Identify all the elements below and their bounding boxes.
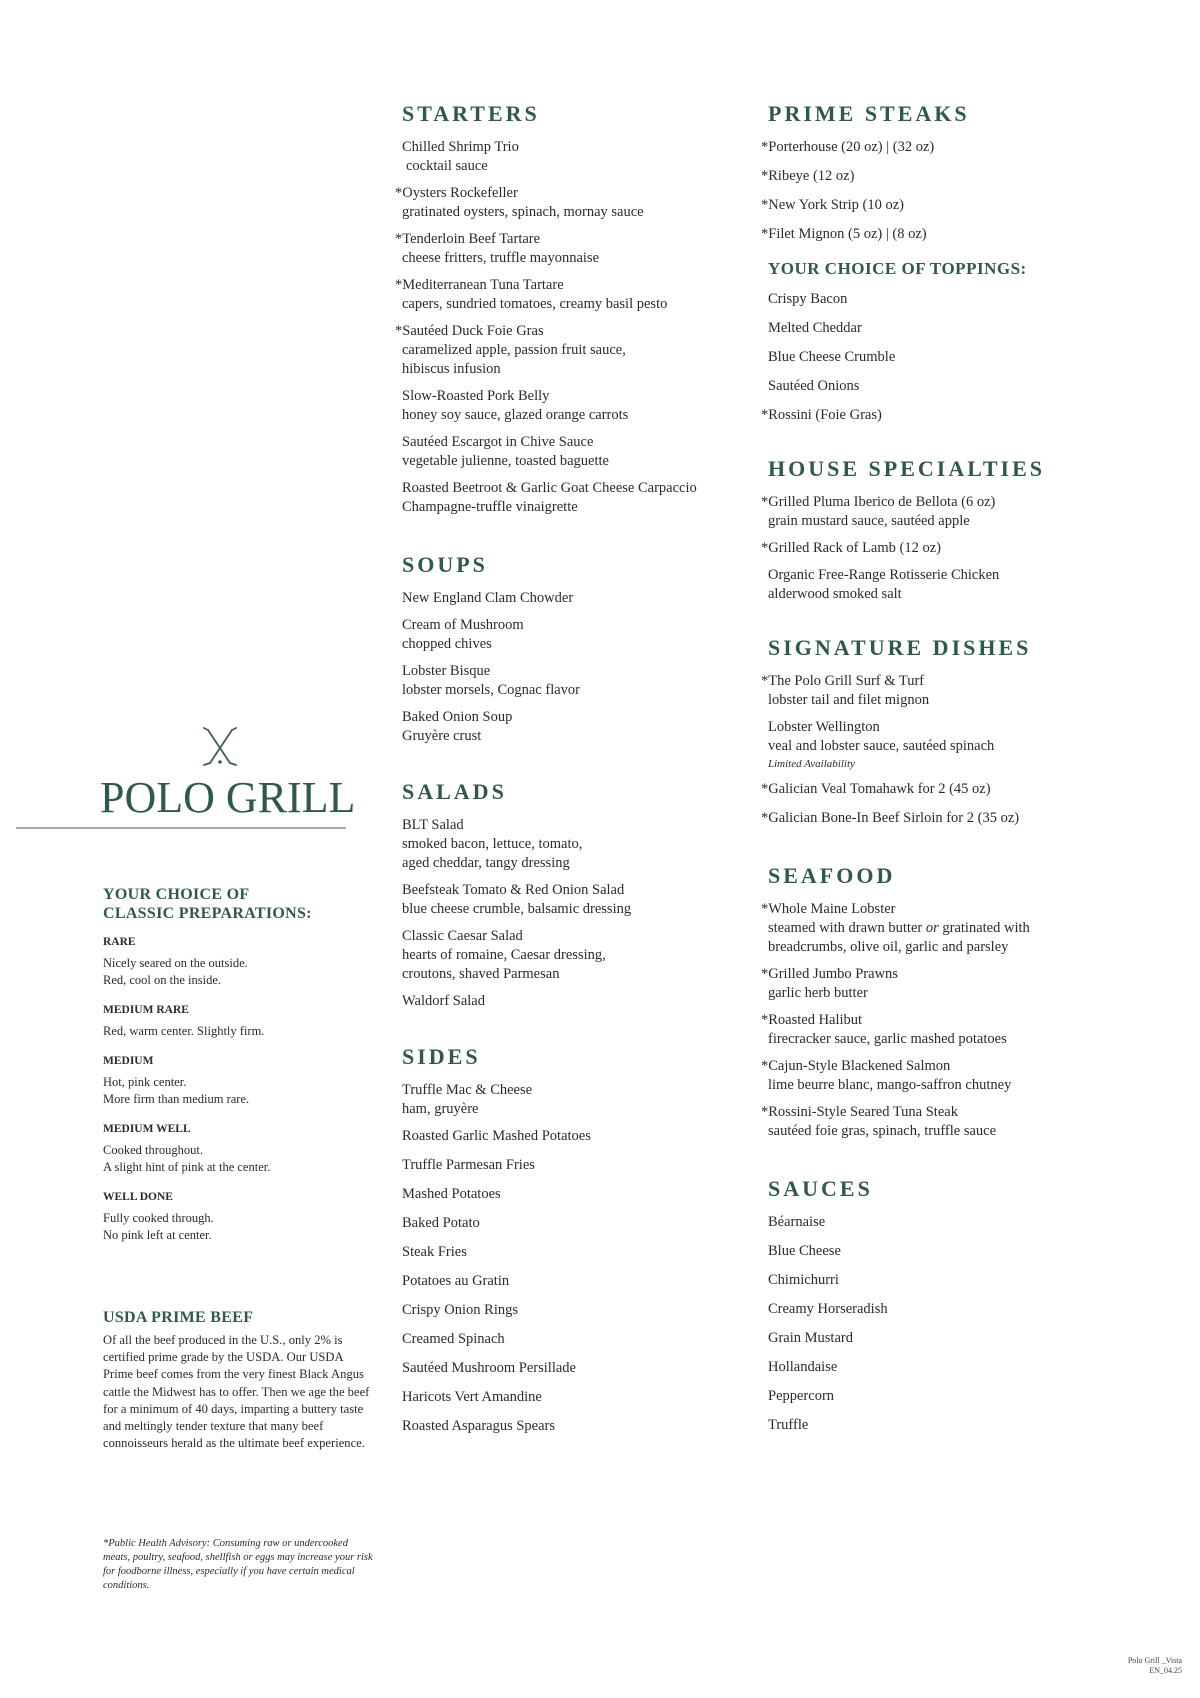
divider	[16, 827, 346, 829]
brand-name: POLO GRILL	[100, 773, 356, 822]
menu-item: Organic Free-Range Rotisserie Chicken alderwood smoked salt	[768, 567, 1000, 602]
prep-rare: RARE Nicely seared on the outside. Red, cool on the inside.	[103, 936, 248, 987]
menu-item: *Galician Bone-In Beef Sirloin for 2 (35 oz)	[761, 810, 1020, 826]
menu-item: Sautéed Escargot in Chive Sauce vegetable julienne, toasted baguette	[402, 434, 609, 469]
topping-item: Melted Cheddar	[768, 320, 862, 336]
prep-well-done: WELL DONE Fully cooked through. No pink left at center.	[103, 1191, 214, 1242]
menu-item: Waldorf Salad	[402, 993, 485, 1009]
footer-code: Polo Grill _Vista EN_04.25	[1127, 1656, 1182, 1675]
prep-medium: MEDIUM Hot, pink center. More firm than medium rare.	[103, 1055, 250, 1106]
topping-item: Blue Cheese Crumble	[768, 349, 896, 365]
usda-title: USDA PRIME BEEF	[103, 1309, 254, 1326]
section-title: SAUCES	[768, 1176, 873, 1201]
section-title: STARTERS	[402, 101, 540, 126]
section-title: PRIME STEAKS	[768, 101, 970, 126]
limited-availability-note: Limited Availability	[768, 758, 855, 770]
section-prime-steaks	[761, 100, 1108, 425]
prep-medium-rare: MEDIUM RARE Red, warm center. Slightly firm.	[103, 1004, 265, 1038]
usda-section	[103, 1308, 373, 1452]
menu-item: *Rossini-Style Seared Tuna Steak sautéed foie gras, spinach, truffle sauce	[761, 1104, 997, 1139]
toppings-title: YOUR CHOICE OF TOPPINGS:	[768, 259, 1027, 278]
prep-medium-well: MEDIUM WELL Cooked throughout. A slight hint of pink at the center.	[103, 1123, 271, 1174]
sauce-item: Hollandaise	[768, 1359, 838, 1375]
menu-item: *Sautéed Duck Foie Gras caramelized apple, passion fruit sauce, hibiscus infusion	[395, 323, 626, 377]
preparations-section	[103, 885, 363, 1244]
menu-item: *Galician Veal Tomahawk for 2 (45 oz)	[761, 781, 991, 797]
section-starters	[395, 100, 732, 517]
sauce-item: Truffle	[768, 1417, 809, 1433]
menu-item: *Whole Maine Lobster steamed with drawn butter or gratinated with breadcrumbs, olive oil, garlic and parsley	[761, 901, 1030, 955]
topping-item: Crispy Bacon	[768, 291, 848, 307]
topping-item: Sautéed Onions	[768, 378, 860, 394]
section-title: SIDES	[402, 1044, 481, 1069]
menu-column-middle	[395, 100, 732, 1462]
menu-item: Roasted Beetroot & Garlic Goat Cheese Carpaccio Champagne-truffle vinaigrette	[402, 480, 697, 515]
menu-item: Truffle Parmesan Fries	[402, 1157, 535, 1173]
menu-item: *Tenderloin Beef Tartare cheese fritters, truffle mayonnaise	[395, 231, 600, 266]
menu-item: Sautéed Mushroom Persillade	[402, 1360, 576, 1376]
section-title: SOUPS	[402, 552, 488, 577]
sauce-item: Chimichurri	[768, 1272, 839, 1288]
menu-item: *Roasted Halibut firecracker sauce, garlic mashed potatoes	[761, 1012, 1007, 1047]
section-title: SEAFOOD	[768, 863, 896, 888]
menu-item: Roasted Garlic Mashed Potatoes	[402, 1128, 591, 1144]
topping-item: *Rossini (Foie Gras)	[761, 407, 882, 423]
menu-item: *Grilled Pluma Iberico de Bellota (6 oz) grain mustard sauce, sautéed apple	[761, 494, 996, 529]
menu-item: *Mediterranean Tuna Tartare capers, sundried tomatoes, creamy basil pesto	[395, 277, 668, 312]
section-title: SIGNATURE DISHES	[768, 635, 1032, 660]
section-title: SALADS	[402, 779, 507, 804]
menu-item: *New York Strip (10 oz)	[761, 197, 904, 213]
menu-item: *The Polo Grill Surf & Turf lobster tail and filet mignon	[761, 673, 930, 708]
menu-item: *Filet Mignon (5 oz) | (8 oz)	[761, 226, 927, 242]
menu-item: New England Clam Chowder	[402, 590, 574, 606]
menu-item: *Cajun-Style Blackened Salmon lime beurre blanc, mango-saffron chutney	[761, 1058, 1012, 1093]
menu-item: Potatoes au Gratin	[402, 1273, 510, 1289]
preparations-title: YOUR CHOICE OF CLASSIC PREPARATIONS:	[103, 886, 312, 922]
menu-item: Baked Onion Soup Gruyère crust	[402, 709, 513, 744]
usda-body: Of all the beef produced in the U.S., only 2% is certified prime grade by the USDA. Our USDA Prime beef comes from the very finest Black Angus cattle the Midwest has to offer. Then we age the beef for a minimum of 40 days, imparting a buttery taste and meltingly tender texture that many beef connoisseurs herald as the ultimate beef experience.	[103, 1333, 370, 1451]
health-advisory: *Public Health Advisory: Consuming raw or undercooked meats, poultry, seafood, shellfish or eggs may increase your risk for foodborne illness, especially if you have certain medical conditions.	[103, 1538, 373, 1591]
menu-item: Lobster Wellington veal and lobster sauce, sautéed spinach Limited Availability	[768, 718, 1108, 772]
menu-item: Crispy Onion Rings	[402, 1302, 519, 1318]
crossed-polo-mallets-icon	[200, 725, 240, 770]
menu-column-right	[761, 100, 1108, 1461]
section-house-specialties	[761, 455, 1108, 604]
menu-item: Haricots Vert Amandine	[402, 1389, 542, 1405]
menu-item: Slow-Roasted Pork Belly honey soy sauce, glazed orange carrots	[402, 388, 629, 423]
menu-item: Mashed Potatoes	[402, 1186, 501, 1202]
logo	[0, 725, 380, 825]
menu-item: Truffle Mac & Cheese ham, gruyère	[402, 1082, 533, 1117]
section-seafood	[761, 862, 1108, 1141]
menu-item: *Grilled Rack of Lamb (12 oz)	[761, 540, 941, 556]
menu-item: *Porterhouse (20 oz) | (32 oz)	[761, 139, 935, 155]
menu-item: *Ribeye (12 oz)	[761, 168, 855, 184]
section-salads	[402, 778, 732, 1011]
menu-item: Chilled Shrimp Trio cocktail sauce	[402, 139, 519, 174]
sauce-item: Béarnaise	[768, 1214, 826, 1230]
menu-item: Creamed Spinach	[402, 1331, 505, 1347]
menu-item: Cream of Mushroom chopped chives	[402, 617, 524, 652]
section-sides	[402, 1043, 732, 1436]
section-signature-dishes	[761, 634, 1108, 828]
menu-item: Baked Potato	[402, 1215, 480, 1231]
section-soups	[402, 551, 732, 746]
menu-item: Classic Caesar Salad hearts of romaine, Caesar dressing, croutons, shaved Parmesan	[402, 928, 606, 982]
menu-item: *Oysters Rockefeller gratinated oysters, spinach, mornay sauce	[395, 185, 644, 220]
brand-block	[0, 725, 380, 825]
sauce-item: Peppercorn	[768, 1388, 835, 1404]
menu-item: Roasted Asparagus Spears	[402, 1418, 556, 1434]
menu-item: Steak Fries	[402, 1244, 467, 1260]
menu-item: *Grilled Jumbo Prawns garlic herb butter	[761, 966, 898, 1001]
section-title: HOUSE SPECIALTIES	[768, 456, 1046, 481]
sauce-item: Blue Cheese	[768, 1243, 841, 1259]
menu-item: Beefsteak Tomato & Red Onion Salad blue cheese crumble, balsamic dressing	[402, 882, 632, 917]
sauce-item: Creamy Horseradish	[768, 1301, 888, 1317]
menu-item: BLT Salad smoked bacon, lettuce, tomato, aged cheddar, tangy dressing	[402, 817, 583, 871]
sauce-item: Grain Mustard	[768, 1330, 853, 1346]
menu-item: Lobster Bisque lobster morsels, Cognac flavor	[402, 663, 580, 698]
section-sauces	[768, 1175, 1108, 1435]
